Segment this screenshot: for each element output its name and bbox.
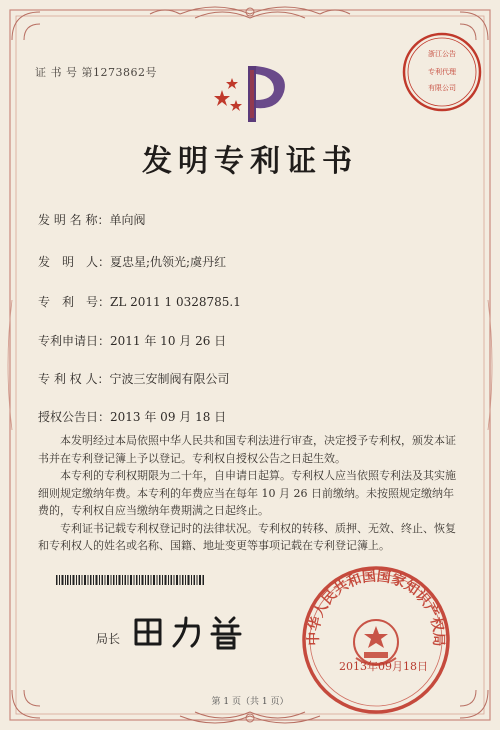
invention-name-label: 发 明 名 称： xyxy=(38,213,110,227)
invention-name-row xyxy=(38,211,145,228)
patent-owner-label: 专 利 权 人： xyxy=(38,372,110,386)
inventor-value: 夏忠星;仇领光;虞丹红 xyxy=(110,255,227,269)
invention-name-value: 单向阀 xyxy=(109,213,146,227)
filing-date-value: 2011 年 10 月 26 日 xyxy=(110,334,227,348)
filing-date-label: 专利申请日： xyxy=(38,334,111,348)
body-paragraph: 专利证书记载专利权登记时的法律状况。专利权的转移、质押、无效、终止、恢复和专利权人的姓名或名称、国籍、地址变更等事项记载在专利登记簿上。 xyxy=(38,521,456,552)
svg-text:浙江公告: 浙江公告 xyxy=(428,50,456,58)
svg-text:有限公司: 有限公司 xyxy=(428,84,456,92)
patent-number-value: ZL 2011 1 0328785.1 xyxy=(110,295,241,309)
patent-owner-value: 宁波三安制阀有限公司 xyxy=(109,372,230,386)
inventor-label: 发 明 人： xyxy=(38,255,111,269)
svg-text:中华人民共和国国家知识产权局: 中华人民共和国国家知识产权局 xyxy=(305,568,447,647)
handwritten-signature xyxy=(130,610,260,650)
body-paragraph: 本专利的专利权期限为二十年，自申请日起算。专利权人应当依照专利法及其实施细则规定缴纳年费。本专利的年费应当在每年 10 月 26 日前缴纳。未按照规定缴纳年费的，专利权自应当缴纳年费期满之日起终止。 xyxy=(38,469,456,517)
page-number: 第 1 页（共 1 页） xyxy=(211,697,289,707)
certificate-number: 证 书 号 第1273862号 xyxy=(35,66,157,79)
svg-text:专利代理: 专利代理 xyxy=(428,68,456,76)
inventor-row xyxy=(38,253,226,270)
grant-date-label: 授权公告日： xyxy=(38,410,111,424)
certificate-body xyxy=(38,432,458,555)
certificate-title: 发明专利证书 xyxy=(142,144,358,179)
director-title: 局长 xyxy=(96,632,121,646)
filing-date-row xyxy=(38,332,226,349)
patent-number-row xyxy=(38,293,241,310)
patent-owner-row xyxy=(38,370,229,387)
barcode xyxy=(56,575,206,585)
body-paragraph: 本发明经过本局依照中华人民共和国专利法进行审查，决定授予专利权，颁发本证书并在专利登记簿上予以登记。专利权自授权公告之日起生效。 xyxy=(38,434,456,465)
agent-seal xyxy=(400,30,484,114)
grant-date-row xyxy=(38,408,226,425)
seal-date: 2013年09月18日 xyxy=(339,660,428,673)
patent-office-logo xyxy=(212,60,296,128)
grant-date-value: 2013 年 09 月 18 日 xyxy=(110,410,227,424)
patent-number-label: 专 利 号： xyxy=(38,295,111,309)
